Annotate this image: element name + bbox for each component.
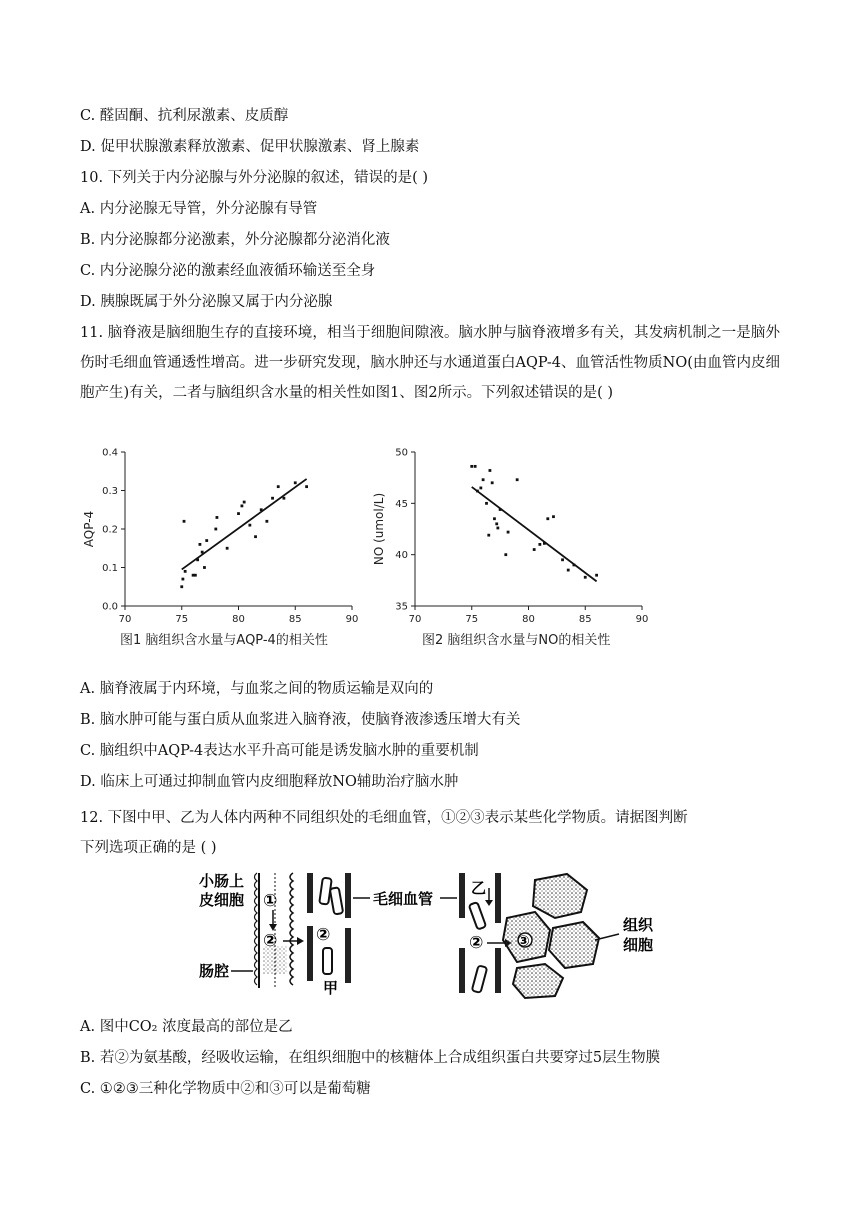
data-point	[183, 520, 186, 523]
data-point	[216, 516, 219, 519]
x-tick-label: 90	[345, 614, 359, 625]
data-point	[479, 487, 482, 490]
q10-option-b: B. 内分泌腺都分泌激素，外分泌腺都分泌消化液	[80, 232, 390, 248]
data-point	[470, 465, 473, 468]
data-point	[226, 547, 229, 550]
data-point	[584, 576, 587, 579]
data-point	[546, 517, 549, 520]
q11-option-b: B. 脑水肿可能与蛋白质从血浆进入脑脊液，使脑脊液渗透压增大有关	[80, 712, 521, 728]
data-point	[504, 553, 507, 556]
data-point	[538, 543, 541, 546]
data-point	[181, 578, 184, 581]
x-tick-label: 70	[118, 614, 132, 625]
data-point	[248, 524, 251, 527]
data-point	[516, 478, 519, 481]
data-point	[241, 505, 244, 508]
q9-option-c: C. 醛固酮、抗利尿激素、皮质醇	[80, 108, 289, 124]
data-point	[254, 535, 257, 538]
data-point	[199, 543, 202, 546]
y-tick-label: 0.2	[102, 524, 118, 536]
data-point	[561, 558, 564, 561]
label-intestine-cell-1: 小肠上	[199, 872, 245, 890]
y-axis-label: AQP-4	[82, 510, 96, 548]
x-tick-label: 90	[635, 614, 649, 625]
data-point	[203, 566, 206, 569]
y-axis-label: NO (umol/L)	[372, 492, 386, 566]
data-point	[489, 469, 492, 472]
data-point	[214, 528, 217, 531]
y-tick-label: 0.1	[102, 563, 118, 574]
x-tick-label: 80	[522, 614, 535, 625]
arrow-2-head	[297, 937, 304, 945]
trend-line	[472, 487, 597, 581]
arrow-yi-head	[485, 900, 493, 906]
data-point	[237, 512, 240, 515]
data-point	[305, 485, 308, 488]
arrow-1-head	[269, 924, 277, 931]
x-tick-label: 70	[408, 614, 422, 625]
q12-option-b: B. 若②为氨基酸，经吸收运输，在组织细胞中的核糖体上合成组织蛋白共要穿过5层生物膜	[80, 1050, 661, 1066]
data-point	[482, 478, 485, 481]
chart-caption: 图2 脑组织含水量与NO的相关性	[422, 633, 611, 648]
label-yi: 乙	[471, 879, 487, 897]
x-tick-label: 80	[232, 614, 245, 625]
data-point	[485, 502, 488, 505]
microvilli	[290, 873, 293, 985]
q12-option-a: A. 图中CO₂ 浓度最高的部位是乙	[80, 1019, 293, 1035]
y-tick-label: 50	[395, 447, 408, 459]
y-tick-label: 35	[395, 601, 408, 613]
q12-stem-line1: 12. 下图中甲、乙为人体内两种不同组织处的毛细血管，①②③表示某些化学物质。请据图判断	[80, 810, 688, 826]
data-point	[265, 520, 268, 523]
label-jia: 甲	[323, 979, 339, 997]
label-capillary: 毛细血管	[373, 890, 434, 908]
x-tick-label: 85	[288, 614, 302, 625]
data-point	[487, 534, 490, 537]
data-point	[533, 548, 536, 551]
q11-option-d: D. 临床上可通过抑制血管内皮细胞释放NO辅助治疗脑水肿	[80, 774, 459, 790]
q11-option-a: A. 脑脊液属于内环境，与血浆之间的物质运输是双向的	[80, 681, 434, 697]
data-point	[184, 570, 187, 573]
x-tick-label: 75	[465, 614, 479, 625]
q10-option-d: D. 胰腺既属于外分泌腺又属于内分泌腺	[80, 294, 333, 310]
q11-option-c: C. 脑组织中AQP-4表达水平升高可能是诱发脑水肿的重要机制	[80, 743, 479, 759]
data-point	[595, 574, 598, 577]
data-point	[243, 501, 246, 504]
data-point	[474, 465, 477, 468]
data-point	[277, 485, 280, 488]
capillary-diagram	[195, 868, 675, 1003]
data-point	[496, 527, 499, 530]
chart-caption: 图1 脑组织含水量与AQP-4的相关性	[120, 633, 328, 648]
q9-option-d: D. 促甲状腺激素释放激素、促甲状腺激素、肾上腺素	[80, 139, 420, 155]
q12-option-c: C. ①②③三种化学物质中②和③可以是葡萄糖	[80, 1081, 371, 1097]
trend-line	[182, 479, 307, 569]
data-point	[271, 497, 274, 500]
data-point	[493, 517, 496, 520]
data-point	[180, 585, 183, 588]
q10-option-c: C. 内分泌腺分泌的激素经血液循环输送至全身	[80, 263, 376, 279]
data-point	[552, 515, 555, 518]
y-tick-label: 0.3	[102, 486, 118, 497]
q11-stem: 11. 脑脊液是脑细胞生存的直接环境，相当于细胞间隙液。脑水肿与脑脊液增多有关，其发病机制之一是脑外伤时毛细血管通透性增高。进一步研究发现，脑水肿还与水通道蛋白AQP-4、血管活性物质NO(由血管内皮细胞产生)有关，二者与脑组织含水量的相关性如图1、图2所示。下列叙述错误的是( )	[80, 325, 780, 401]
y-tick-label: 45	[395, 498, 408, 510]
circle-2-intestine: ②	[263, 931, 278, 951]
data-point	[194, 574, 197, 577]
label-tissue-2: 细胞	[623, 936, 654, 954]
data-point	[507, 531, 510, 534]
y-tick-label: 40	[395, 550, 408, 562]
circle-2-yi: ②	[469, 933, 484, 953]
chart-aqp4	[80, 440, 380, 655]
y-tick-label: 0.4	[102, 447, 118, 459]
data-point	[294, 481, 297, 484]
label-intestine-cell-2: 皮细胞	[199, 891, 245, 909]
label-gut: 肠腔	[199, 962, 230, 980]
brush-border	[255, 873, 258, 985]
y-tick-label: 0.0	[102, 601, 118, 613]
circle-2-jia: ②	[316, 925, 331, 945]
q12-stem-line2: 下列选项正确的是 ( )	[80, 840, 217, 856]
q10-stem: 10. 下列关于内分泌腺与外分泌腺的叙述，错误的是( )	[80, 170, 429, 186]
x-tick-label: 75	[175, 614, 189, 625]
data-point	[567, 569, 570, 572]
q10-option-a: A. 内分泌腺无导管，外分泌腺有导管	[80, 201, 318, 217]
x-tick-label: 85	[578, 614, 592, 625]
circle-3: ③	[517, 932, 530, 950]
circle-1: ①	[263, 891, 278, 911]
data-point	[495, 522, 498, 525]
data-point	[205, 539, 208, 542]
chart-no	[370, 440, 670, 655]
label-tissue-1: 组织	[623, 916, 654, 934]
data-point	[491, 481, 494, 484]
